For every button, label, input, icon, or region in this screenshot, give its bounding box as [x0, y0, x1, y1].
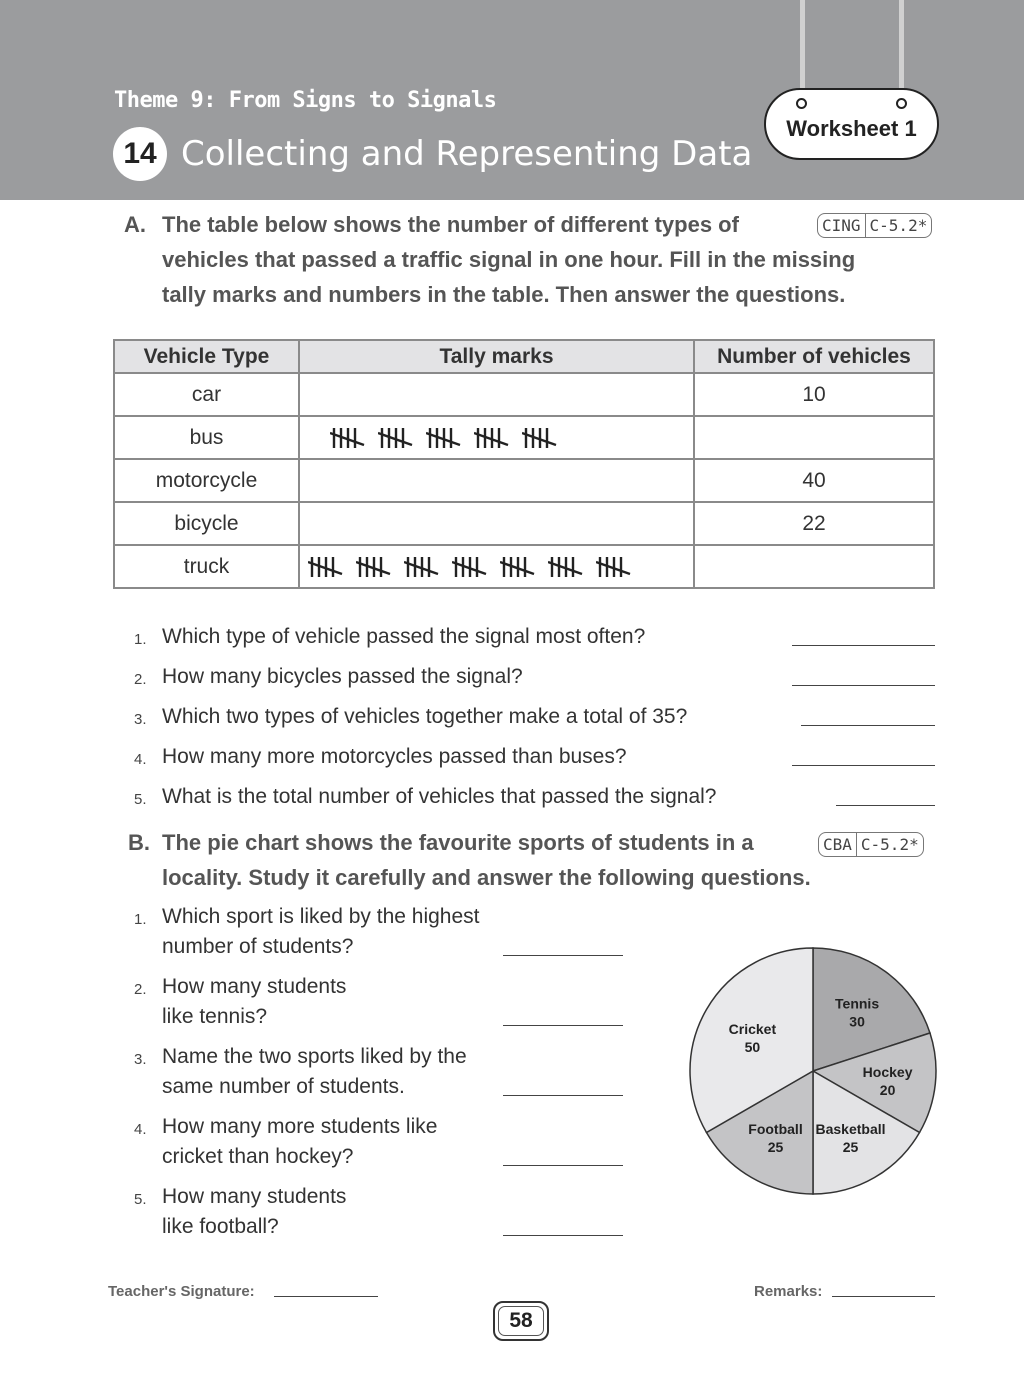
tally-five-icon — [356, 554, 394, 580]
answer-line[interactable] — [792, 685, 935, 686]
question-text: How many more motorcycles passed than buses? — [162, 745, 627, 768]
table-header-row — [114, 340, 934, 373]
signature-line[interactable] — [274, 1296, 378, 1297]
answer-line[interactable] — [503, 1095, 623, 1096]
number-cell[interactable]: 40 — [694, 459, 934, 502]
code-right: C-5.2* — [860, 835, 919, 854]
vehicle-type-cell: car — [114, 373, 299, 416]
answer-line[interactable] — [503, 955, 623, 956]
column-header: Vehicle Type — [114, 340, 299, 373]
tally-five-icon — [500, 554, 538, 580]
pie-label: Cricket — [728, 1021, 777, 1037]
badge-hole-icon — [796, 98, 807, 109]
tally-five-icon — [474, 425, 512, 451]
section-a-code-badge — [817, 213, 932, 238]
column-header: Tally marks — [299, 340, 694, 373]
answer-line[interactable] — [792, 645, 935, 646]
section-a-text — [162, 207, 855, 312]
question-number: 5. — [134, 791, 147, 808]
table-row — [114, 459, 934, 502]
tally-five-icon — [378, 425, 416, 451]
question-text — [162, 1042, 467, 1102]
pie-label: Basketball — [815, 1120, 886, 1137]
section-a-letter: A. — [124, 212, 146, 237]
question-line: number of students? — [162, 935, 354, 958]
vehicle-type-cell: truck — [114, 545, 299, 588]
pie-label: Tennis — [835, 995, 880, 1012]
signature-label: Teacher's Signature: — [108, 1283, 255, 1300]
worksheet-label: Worksheet 1 — [786, 116, 917, 141]
question-number: 1. — [134, 631, 147, 648]
code-left: CING — [818, 214, 866, 237]
section-a-line: The table below shows the number of different types of — [162, 212, 739, 237]
code-left: CBA — [819, 833, 857, 856]
pie-label: Hockey — [862, 1063, 913, 1080]
answer-line[interactable] — [836, 805, 935, 806]
pie-value: 30 — [849, 1013, 865, 1030]
answer-line[interactable] — [503, 1165, 623, 1166]
tally-five-icon — [330, 425, 368, 451]
vehicle-type-cell: bus — [114, 416, 299, 459]
badge-string-right — [899, 0, 904, 100]
pie-value: 50 — [744, 1039, 761, 1055]
tally-five-icon — [308, 554, 346, 580]
question-number: 2. — [134, 981, 147, 998]
table-row — [114, 373, 934, 416]
tally-cell[interactable] — [299, 545, 694, 588]
tally-cell[interactable] — [299, 459, 694, 502]
question-text: What is the total number of vehicles that passed the signal? — [162, 785, 717, 808]
question-text — [162, 902, 479, 962]
page-number: 58 — [493, 1301, 549, 1341]
code-right: C-5.2* — [869, 216, 928, 235]
question-line: like tennis? — [162, 1005, 268, 1028]
number-cell[interactable]: 10 — [694, 373, 934, 416]
tally-cell[interactable] — [299, 416, 694, 459]
question-number: 3. — [134, 1051, 147, 1068]
question-line: like football? — [162, 1215, 279, 1238]
answer-line[interactable] — [801, 725, 935, 726]
question-number: 4. — [134, 751, 147, 768]
column-header: Number of vehicles — [694, 340, 934, 373]
tally-five-icon — [596, 554, 634, 580]
question-line: How many more students like — [162, 1115, 438, 1138]
section-b-line: locality. Study it carefully and answer the following questions. — [162, 865, 811, 890]
question-text — [162, 972, 346, 1032]
tally-five-icon — [548, 554, 586, 580]
tally-five-icon — [404, 554, 442, 580]
number-cell[interactable] — [694, 545, 934, 588]
vehicle-type-cell: bicycle — [114, 502, 299, 545]
question-text: Which type of vehicle passed the signal most often? — [162, 625, 646, 648]
section-b-code-badge — [818, 832, 924, 857]
pie-value: 25 — [767, 1138, 784, 1155]
vehicle-type-cell: motorcycle — [114, 459, 299, 502]
question-text — [162, 1112, 437, 1172]
section-a-line: tally marks and numbers in the table. Then answer the questions. — [162, 282, 846, 307]
badge-hole-icon — [896, 98, 907, 109]
answer-line[interactable] — [503, 1235, 623, 1236]
tally-cell[interactable] — [299, 502, 694, 545]
question-text — [162, 1182, 346, 1242]
theme-title: Theme 9: From Signs to Signals — [114, 88, 497, 113]
remarks-line[interactable] — [832, 1296, 935, 1297]
question-number: 3. — [134, 711, 147, 728]
table-row — [114, 502, 934, 545]
question-number: 4. — [134, 1121, 147, 1138]
question-text: How many bicycles passed the signal? — [162, 665, 523, 688]
section-a-line: vehicles that passed a traffic signal in one hour. Fill in the missing — [162, 247, 856, 272]
number-cell[interactable] — [694, 416, 934, 459]
question-line: Which sport is liked by the highest — [162, 905, 480, 928]
pie-value: 20 — [879, 1081, 896, 1098]
table-row — [114, 545, 934, 588]
question-line: cricket than hockey? — [162, 1145, 354, 1168]
tally-cell[interactable] — [299, 373, 694, 416]
worksheet-badge — [764, 88, 939, 160]
tally-five-icon — [452, 554, 490, 580]
number-cell[interactable]: 22 — [694, 502, 934, 545]
question-text: Which two types of vehicles together make a total of 35? — [162, 705, 688, 728]
pie-value: 25 — [842, 1138, 859, 1155]
chapter-number: 14 — [113, 127, 167, 181]
answer-line[interactable] — [503, 1025, 623, 1026]
question-line: How many students — [162, 975, 347, 998]
question-number: 5. — [134, 1191, 147, 1208]
answer-line[interactable] — [792, 765, 935, 766]
chapter-title: Collecting and Representing Data — [181, 134, 753, 174]
tally-five-icon — [426, 425, 464, 451]
question-line: How many students — [162, 1185, 347, 1208]
badge-string-left — [800, 0, 805, 100]
tally-five-icon — [522, 425, 560, 451]
sports-pie-chart — [688, 946, 938, 1196]
section-b-line: The pie chart shows the favourite sports of students in a — [162, 830, 754, 855]
question-number: 2. — [134, 671, 147, 688]
question-line: Name the two sports liked by the — [162, 1045, 467, 1068]
question-number: 1. — [134, 911, 147, 928]
pie-label: Football — [748, 1120, 803, 1137]
section-b-text — [162, 825, 811, 895]
vehicle-table — [113, 339, 935, 589]
section-b-letter: B. — [128, 830, 150, 855]
question-line: same number of students. — [162, 1075, 405, 1098]
remarks-label: Remarks: — [754, 1283, 823, 1300]
table-row — [114, 416, 934, 459]
